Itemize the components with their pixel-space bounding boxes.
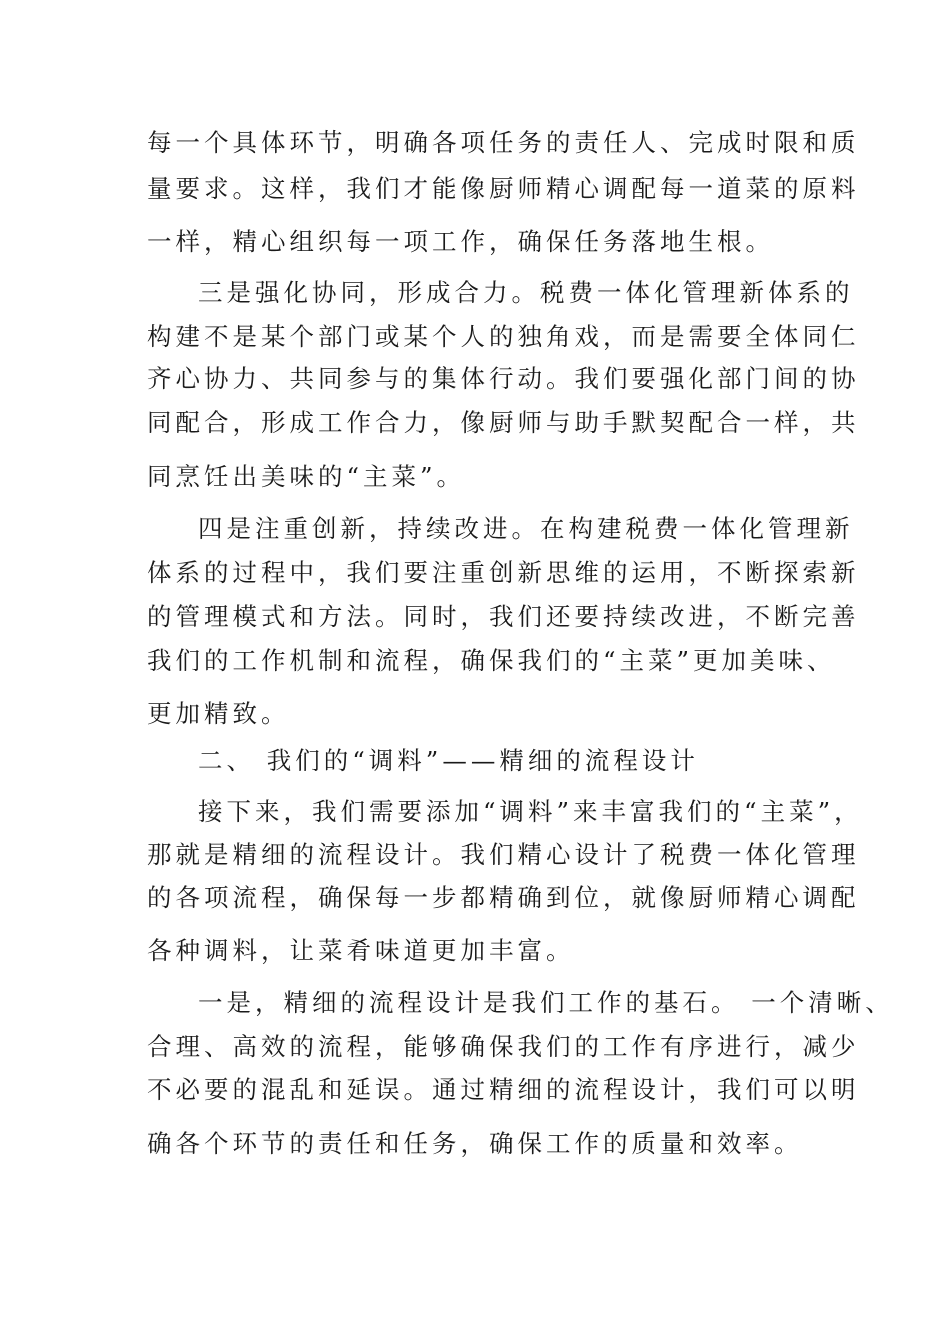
text-line: 合理、高效的流程，能够确保我们的工作有序进行，减少 [147, 1032, 860, 1061]
text-line: 齐心协力、共同参与的集体行动。我们要强化部门间的协 [147, 364, 860, 393]
text-line: 确各个环节的责任和任务，确保工作的质量和效率。 [147, 1129, 803, 1158]
text-line: 更加精致。 [147, 699, 290, 728]
text-line: 量要求。这样，我们才能像厨师精心调配每一道菜的原料 [147, 174, 860, 203]
text-line: 我们的工作机制和流程，确保我们的“主菜”更加美味、 [147, 646, 836, 675]
text-line: 那就是精细的流程设计。我们精心设计了税费一体化管理 [147, 840, 860, 869]
text-line: 四是注重创新，持续改进。在构建税费一体化管理新 [198, 514, 854, 543]
text-line: 体系的过程中，我们要注重创新思维的运用，不断探索新 [147, 558, 860, 587]
text-line: 各种调料，让菜肴味道更加丰富。 [147, 936, 575, 965]
text-line: 同配合，形成工作合力，像厨师与助手默契配合一样，共 [147, 408, 860, 437]
section-heading: 二、 我们的“调料”——精细的流程设计 [198, 746, 699, 775]
text-line: 每一个具体环节，明确各项任务的责任人、完成时限和质 [147, 128, 860, 157]
text-line: 一是，精细的流程设计是我们工作的基石。 一个清晰、 [198, 988, 894, 1017]
text-line: 同烹饪出美味的“主菜”。 [147, 462, 466, 491]
text-line: 不必要的混乱和延误。通过精细的流程设计，我们可以明 [147, 1075, 860, 1104]
text-line: 接下来，我们需要添加“调料”来丰富我们的“主菜”， [198, 797, 863, 826]
text-line: 构建不是某个部门或某个人的独角戏，而是需要全体同仁 [147, 322, 860, 351]
text-line: 一样，精心组织每一项工作，确保任务落地生根。 [147, 227, 774, 256]
text-line: 的各项流程，确保每一步都精确到位，就像厨师精心调配 [147, 883, 860, 912]
text-line: 三是强化协同，形成合力。税费一体化管理新体系的 [198, 278, 854, 307]
text-line: 的管理模式和方法。同时，我们还要持续改进，不断完善 [147, 602, 860, 631]
